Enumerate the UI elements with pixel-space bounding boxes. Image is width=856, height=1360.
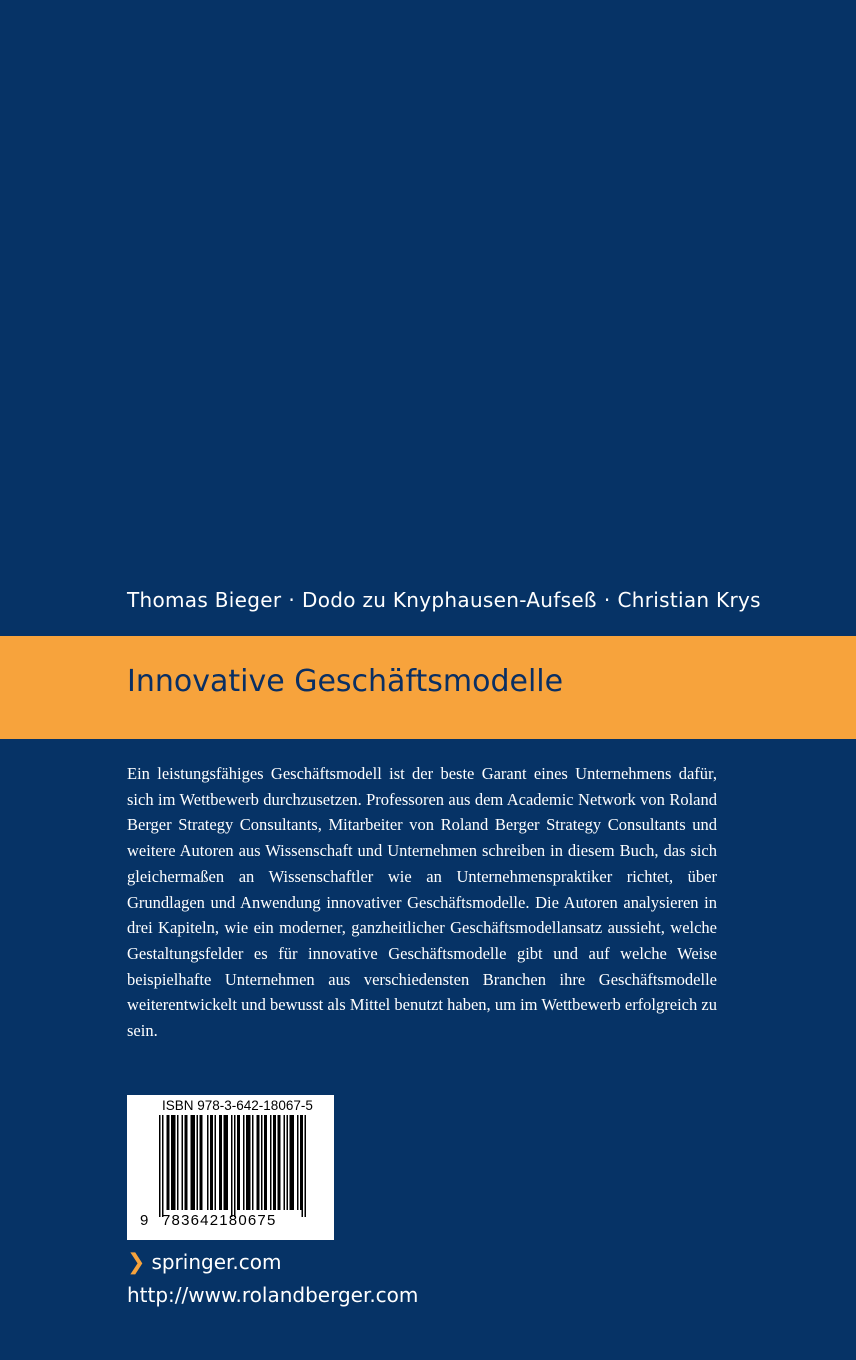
author-separator: · [288,588,296,612]
publisher-link[interactable] [127,1250,281,1275]
barcode-bar [297,1115,299,1210]
authors-line [127,588,761,612]
author-separator: · [603,588,611,612]
book-description: Ein leistungsfähiges Geschäftsmodell ist der beste Garant eines Unternehmens dafür, sich im Wettbewerb durchzusetzen. Professoren aus dem Academic Network von Roland Berger Strategy Consultants, Mitarbeiter von Roland Berger Strategy Consultants und weitere Autoren aus Wissenschaft und Unternehmen schreiben in diesem Buch, das sich gleichermaßen an Wissenschaftler wie an Unternehmenspraktiker richtet, über Grundlagen und Anwendung innovativer Geschäftsmodelle. Die Autoren analysieren in drei Kapiteln, wie ein moderner, ganzheitlicher Geschäftsmodellansatz aussieht, welche Gestaltungsfelder es für innovative Geschäftsmodelle gibt und auf welche Weise beispielhafte Unternehmen aus verschiedensten Branchen ihre Geschäftsmodelle weiterentwickelt und bewusst als Mittel benutzt haben, um im Wettbewerb erfolgreich zu sein. [127,764,717,1041]
barcode-bar [273,1115,275,1210]
barcode-bar [261,1115,263,1210]
barcode-bar [168,1115,170,1210]
barcode-bar [194,1115,196,1210]
barcode-bar [177,1115,179,1210]
barcode-bar [227,1115,229,1210]
barcode-bar [284,1115,286,1210]
barcode-bar [270,1115,272,1210]
barcode-bar [279,1115,281,1210]
barcode-bar [243,1115,245,1210]
barcode-bar [300,1115,302,1210]
barcode-bar [293,1115,295,1210]
author-name: Christian Krys [617,588,761,612]
barcode-bar [258,1115,260,1210]
barcode-bar [266,1115,268,1210]
barcode-bar [275,1115,277,1210]
barcode-bar [171,1115,173,1210]
website-url[interactable]: http://www.rolandberger.com [127,1283,419,1307]
barcode-bar [219,1115,221,1210]
barcode-bar [252,1115,254,1210]
barcode-bar [237,1115,239,1210]
barcode-bar [215,1115,217,1210]
barcode-bar [221,1115,223,1210]
isbn-digits: 783642180675 [162,1212,277,1229]
barcode-bar [224,1115,226,1210]
barcode-bar [257,1115,259,1210]
barcode-bar [173,1115,175,1210]
barcode-bar [197,1115,199,1210]
barcode-bar [264,1115,266,1210]
barcode-bar [191,1115,193,1210]
barcode-bar [246,1115,248,1210]
barcode-bar [207,1115,209,1210]
barcode-bar [248,1115,250,1210]
barcode-bar [278,1115,280,1210]
chevron-right-icon: ❯ [127,1250,146,1275]
barcode-bar [287,1115,289,1210]
barcode-bar [234,1115,236,1217]
publisher-link-text: springer.com [151,1250,282,1274]
barcode-bar [192,1115,194,1210]
author-name: Dodo zu Knyphausen-Aufseß [302,588,597,612]
barcode-bar [182,1115,184,1210]
barcode-bar [249,1115,251,1210]
barcode-bar [186,1115,188,1210]
barcode-bar [231,1115,233,1217]
barcode-bar [210,1115,212,1210]
barcode-bar [239,1115,241,1210]
barcode-bar [174,1115,176,1210]
barcode-bar [305,1115,307,1217]
barcode-bar [200,1115,202,1210]
book-title: Innovative Geschäftsmodelle [127,664,564,699]
barcode-bar [159,1115,161,1217]
barcode-bar [302,1115,304,1217]
barcode-bar [185,1115,187,1210]
barcode-bar [162,1115,164,1217]
isbn-barcode [127,1095,334,1240]
barcode-bar [290,1115,292,1210]
isbn-first-digit: 9 [140,1212,149,1229]
author-name: Thomas Bieger [127,588,282,612]
barcode-bar [225,1115,227,1210]
barcode-bar [291,1115,293,1210]
isbn-label: ISBN 978-3-642-18067-5 [162,1098,313,1113]
barcode-bar [167,1115,169,1210]
barcode-bar [212,1115,214,1210]
barcode-bar [201,1115,203,1210]
